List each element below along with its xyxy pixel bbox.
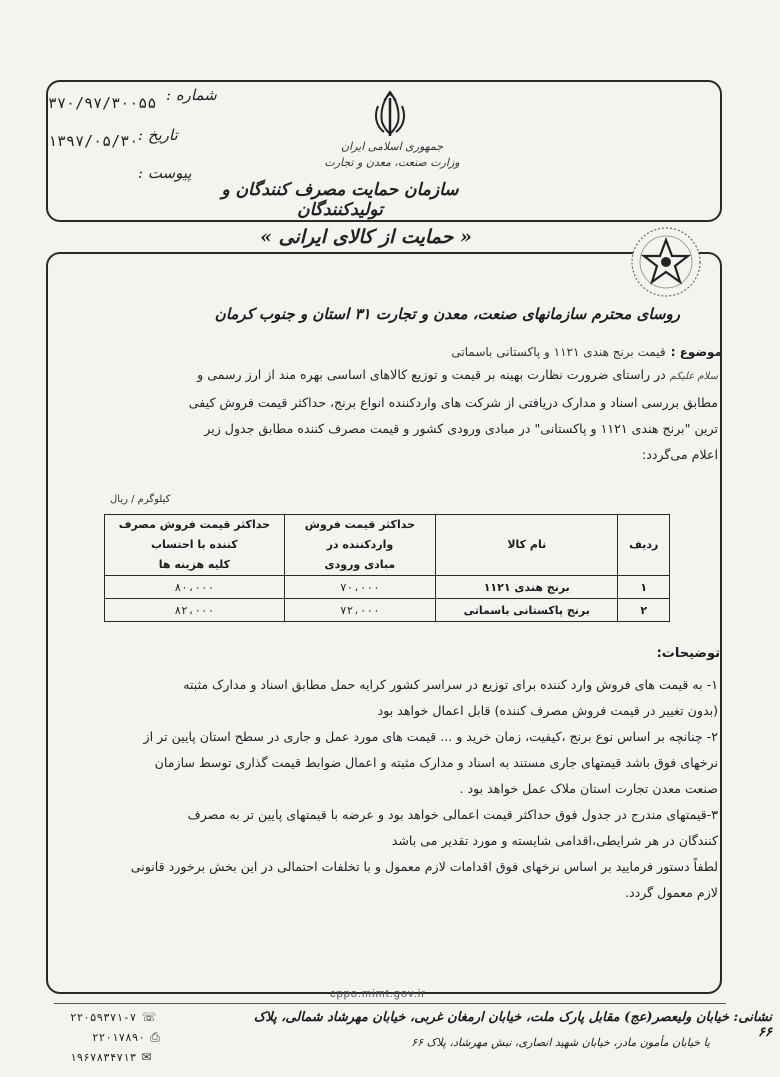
- notes-list: [116, 672, 718, 906]
- paragraph-line: مطابق بررسی اسناد و مدارک دریافتی از شرکت های واردکننده انواع برنج، حداکثر قیمت فروش کیفی: [188, 395, 718, 410]
- header-product: نام کالا: [436, 515, 618, 576]
- note-line: لطفاً دستور فرمایید بر اساس نرخهای فوق اقدامات لازم معمول و با تخلفات احتمالی در این بخش برخورد قانونی: [130, 859, 718, 874]
- attachment-label: پیوست :: [138, 164, 192, 182]
- header-consumer-max: حداکثر قیمت فروش مصرف کننده با احتساب کلیه هزینه ها: [105, 515, 285, 576]
- cell-importer-price: ۷۲،۰۰۰: [284, 599, 435, 622]
- phone-icon: ☏: [141, 1010, 157, 1024]
- date-label: تاریخ :: [138, 126, 178, 144]
- cell-row-no: ۱: [618, 576, 670, 599]
- note-line: ۳-قیمتهای مندرج در جدول فوق حداکثر قیمت اعمالی خواهد بود و عرضه با قیمتهای پایین تر به مصرف: [187, 807, 718, 822]
- subject: [451, 341, 722, 360]
- organization-title: سازمان حمایت مصرف کنندگان و تولیدکنندگان: [221, 180, 459, 220]
- address-line-1: نشانی: خیابان ولیعصر(عج) مقابل پارک ملت، خیابان ارمغان غربی، خیابان مهرشاد شمالی، پلاک ۶۶: [253, 1010, 772, 1040]
- ministry-text: وزارت صنعت، معدن و تجارت: [324, 156, 460, 169]
- address-line-2: یا خیابان مأمون مادر، خیابان شهید انصاری، نبش مهرشاد، پلاک ۶۶: [411, 1036, 710, 1049]
- fax-number: ۲۲۰۱۷۸۹۰: [92, 1031, 145, 1044]
- fax-row: [92, 1026, 160, 1045]
- body-paragraph: [116, 362, 718, 468]
- fax-icon: ⎙: [150, 1030, 160, 1044]
- note-line: لازم معمول گردد.: [625, 885, 718, 900]
- cell-row-no: ۲: [618, 599, 670, 622]
- cell-consumer-price: ۸۲،۰۰۰: [105, 599, 285, 622]
- note-line: ۲- چنانچه بر اساس نوع برنج ،کیفیت، زمان خرید و ... قیمت های مورد عمل و جاری در سطح استان پایین تر از: [143, 729, 718, 744]
- subject-label: موضوع :: [670, 345, 722, 359]
- postal-row: [70, 1046, 151, 1065]
- number-value: ۳۷۰/۹۷/۳۰۰۵۵: [48, 94, 157, 112]
- republic-text: جمهوری اسلامی ایران: [340, 140, 444, 153]
- number-label: شماره :: [166, 86, 217, 104]
- notes-title: توضیحات:: [656, 646, 720, 661]
- phone-number: ۲۲۰۵۹۳۷۱-۷: [70, 1011, 137, 1024]
- note-line: نرخهای فوق باشد قیمتهای جاری مستند به اسناد و مدارک مثبته و اعمال ضوابط قیمت گذاری توسط سازمان: [154, 755, 718, 770]
- unit-label: کیلوگرم / ریال: [110, 494, 171, 505]
- header-importer-max: حداکثر قیمت فروش واردکننده در مبادی ورودی: [284, 515, 435, 576]
- footer-divider: [54, 1003, 726, 1004]
- subject-text: قیمت برنج هندی ۱۱۲۱ و پاکستانی باسماتی: [451, 345, 666, 359]
- table-header-row: [105, 515, 670, 576]
- header-row-no: ردیف: [618, 515, 670, 576]
- cell-importer-price: ۷۰،۰۰۰: [284, 576, 435, 599]
- postal-code: ۱۹۶۷۸۳۴۷۱۳: [70, 1051, 137, 1064]
- website-link[interactable]: cppo.mimt.gov.ir: [330, 988, 426, 1000]
- handwritten-greeting: سلام علیکم: [669, 371, 718, 382]
- note-line: کنندگان در هر شرایطی،اقدامی شایسته و مورد تقدیر می باشد: [391, 833, 718, 848]
- iran-emblem-icon: [370, 88, 410, 140]
- cell-product: برنج پاکستانی باسماتی: [436, 599, 618, 622]
- salutation: روسای محترم سازمانهای صنعت، معدن و تجارت ۳۱ استان و جنوب کرمان: [214, 305, 680, 323]
- paragraph-line: اعلام می‌گردد:: [642, 447, 718, 462]
- paragraph-line: سلام علیکم در راستای ضرورت نظارت بهینه بر قیمت و توزیع کالاهای اساسی بهره مند از ارز رسمی و: [197, 367, 718, 382]
- phone-row: [70, 1006, 156, 1025]
- mail-icon: ✉: [141, 1050, 152, 1064]
- note-line: (بدون تغییر در قیمت فروش مصرف کننده) قابل اعمال خواهد بود: [377, 703, 718, 718]
- slogan: « حمایت از کالای ایرانی »: [260, 226, 472, 248]
- table-row: [105, 576, 670, 599]
- note-line: صنعت معدن تجارت استان ملاک عمل خواهد بود .: [459, 781, 718, 796]
- date-value: ۱۳۹۷/۰۵/۳۰: [48, 132, 139, 150]
- price-table: [104, 514, 670, 622]
- cell-consumer-price: ۸۰،۰۰۰: [105, 576, 285, 599]
- table-row: [105, 599, 670, 622]
- cell-product: برنج هندی ۱۱۲۱: [436, 576, 618, 599]
- note-line: ۱- به قیمت های فروش وارد کننده برای توزیع در سراسر کشور کرایه حمل مطابق اسناد و مدارک مثبته: [183, 677, 718, 692]
- paragraph-line: ترین "برنج هندی ۱۱۲۱ و پاکستانی" در مبادی ورودی کشور و قیمت مصرف کننده مطابق جدول زیر: [204, 421, 718, 436]
- organization-logo-icon: [628, 224, 704, 300]
